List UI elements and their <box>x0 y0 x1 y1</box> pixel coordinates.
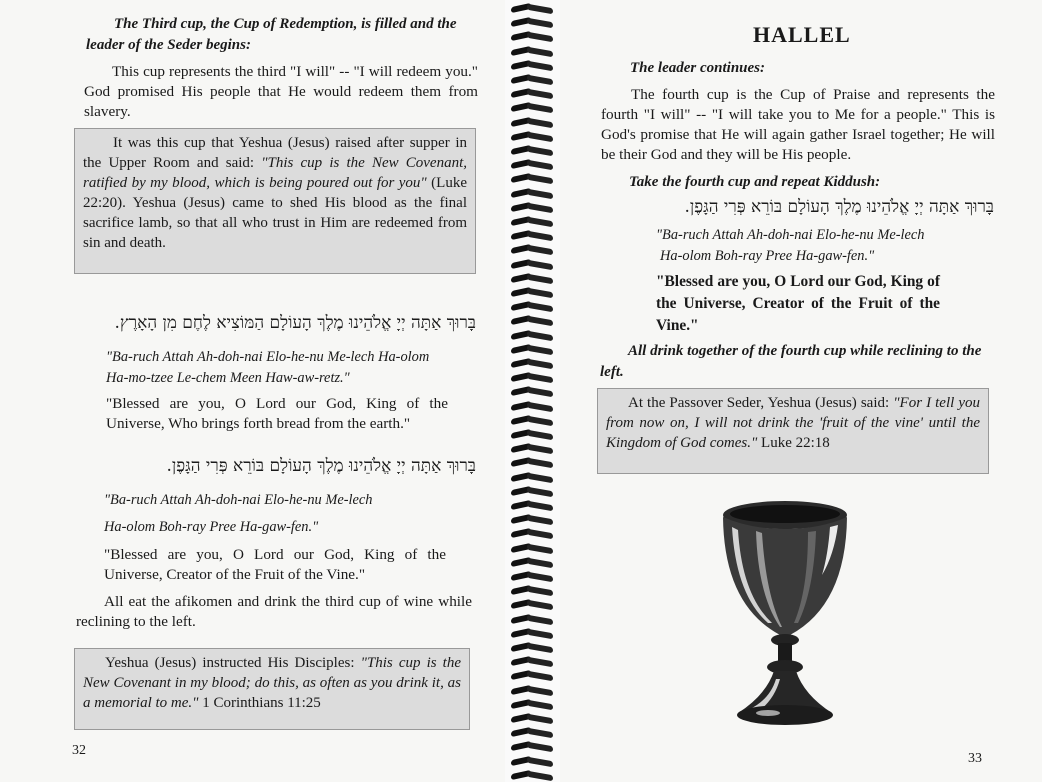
binding-ring <box>511 373 553 382</box>
goblet-icon <box>710 495 860 730</box>
binding-ring <box>511 203 553 212</box>
binding-ring <box>511 231 553 240</box>
binding-ring <box>511 544 553 553</box>
binding-ring <box>511 103 553 112</box>
corinthians-callout <box>74 648 470 730</box>
binding-ring <box>511 189 553 198</box>
binding-ring <box>511 61 553 70</box>
binding-ring <box>511 686 553 695</box>
blessed-bold: "Blessed are you, O Lord our God, King of the Universe, Creator of the Fruit of the Vine." <box>656 273 940 334</box>
binding-ring <box>511 274 553 283</box>
binding-ring <box>511 501 553 510</box>
callout-quote: "For I tell you from now on, I will not drink the 'fruit of the vine' until the Kingdom of God comes." <box>606 395 980 451</box>
translit-wine-line2: Ha-olom Boh-ray Pree Ha-gaw-fen." <box>104 519 319 535</box>
binding-ring <box>511 160 553 169</box>
left-page <box>0 0 505 782</box>
page-number-left: 32 <box>72 743 86 758</box>
binding-ring <box>511 331 553 340</box>
binding-ring <box>511 118 553 127</box>
binding-ring <box>511 75 553 84</box>
binding-ring <box>511 302 553 311</box>
binding-ring <box>511 643 553 652</box>
binding-ring <box>511 345 553 354</box>
binding-ring <box>511 728 553 737</box>
callout-text: At the Passover Seder, Yeshua (Jesus) said: <box>628 395 894 411</box>
passover-callout <box>597 388 989 474</box>
third-cup-heading: The Third cup, the Cup of Redemption, is filled and the leader of the Seder begins: <box>86 16 457 53</box>
binding-ring <box>511 700 553 709</box>
translit-bread-line2: Ha-mo-tzee Le-chem Meen Haw-aw-retz." <box>106 370 350 386</box>
binding-ring <box>511 487 553 496</box>
binding-ring <box>511 629 553 638</box>
leader-continues: The leader continues: <box>630 60 765 76</box>
binding-ring <box>511 529 553 538</box>
callout-reference: (Luke 22:20). Yeshua (Jesus) came to shed His blood as the final sacrifice lamb, so that all who trust in Him are redeemed from sin and death. <box>83 175 467 251</box>
binding-ring <box>511 714 553 723</box>
callout-quote: "This cup is the New Covenant, ratified by my blood, which is being poured out for you" <box>83 155 467 191</box>
all-drink-instruction: All drink together of the fourth cup while reclining to the left. <box>600 343 982 380</box>
hebrew-bread-blessing: בָּרוּךְ אַתָּה יְיָ אֱלֹהֵינוּ מֶלֶךְ הָעוֹלָם הַמּוֹצִיא לֶחֶם מִן הָאָרֶץ. <box>114 313 476 333</box>
spiral-binding <box>505 0 560 782</box>
upper-room-callout <box>74 128 476 274</box>
binding-ring <box>511 615 553 624</box>
binding-ring <box>511 89 553 98</box>
blessed-bread: "Blessed are you, O Lord our God, King of the Universe, Who brings forth bread from the earth." <box>106 395 448 432</box>
translit-right-line2: Ha-olom Boh-ray Pree Ha-gaw-fen." <box>660 248 875 264</box>
binding-ring <box>511 657 553 666</box>
third-cup-description: This cup represents the third "I will" -- "I will redeem you." God promised His people that He would redeem them from slavery. <box>84 63 478 120</box>
binding-ring <box>511 402 553 411</box>
binding-ring <box>511 260 553 269</box>
binding-ring <box>511 742 553 751</box>
right-page <box>560 0 1042 782</box>
afikomen-instruction: All eat the afikomen and drink the third cup of wine while reclining to the left. <box>76 593 472 630</box>
fourth-cup-description: The fourth cup is the Cup of Praise and represents the fourth "I will" -- "I will take you to Me for a people." This is God's promise that He will again gather Israel together; He will be their God and they will be His people. <box>601 86 995 163</box>
binding-ring <box>511 47 553 56</box>
binding-ring <box>511 316 553 325</box>
binding-ring <box>511 18 553 27</box>
callout-reference: Luke 22:18 <box>757 435 830 451</box>
binding-ring <box>511 458 553 467</box>
binding-ring <box>511 473 553 482</box>
binding-ring <box>511 558 553 567</box>
binding-ring <box>511 771 553 780</box>
hebrew-wine-blessing-right: בָּרוּךְ אַתָּה יְיָ אֱלֹהֵינוּ מֶלֶךְ הָעוֹלָם בּוֹרֵא פְּרִי הַגָּפֶן. <box>684 197 994 217</box>
binding-ring <box>511 174 553 183</box>
binding-ring <box>511 572 553 581</box>
hebrew-wine-blessing: בָּרוּךְ אַתָּה יְיָ אֱלֹהֵינוּ מֶלֶךְ הָעוֹלָם בּוֹרֵא פְּרִי הַגָּפֶן. <box>166 456 476 476</box>
translit-bread-line1: "Ba-ruch Attah Ah-doh-nai Elo-he-nu Me-lech Ha-olom <box>106 349 430 365</box>
translit-right-line1: "Ba-ruch Attah Ah-doh-nai Elo-he-nu Me-lech <box>656 227 925 243</box>
binding-ring <box>511 430 553 439</box>
binding-ring <box>511 757 553 766</box>
blessed-wine: "Blessed are you, O Lord our God, King of the Universe, Creator of the Fruit of the Vine." <box>104 546 446 583</box>
binding-ring <box>511 444 553 453</box>
binding-ring <box>511 600 553 609</box>
binding-ring <box>511 387 553 396</box>
binding-ring <box>511 359 553 368</box>
binding-ring <box>511 586 553 595</box>
callout-text: It was this cup that Yeshua (Jesus) raised after supper in the Upper Room and said: <box>83 135 467 171</box>
callout-quote: "This cup is the New Covenant in my blood; do this, as often as you drink it, as a memorial to me." <box>83 655 462 711</box>
binding-ring <box>511 32 553 41</box>
binding-ring <box>511 132 553 141</box>
callout-text: Yeshua (Jesus) instructed His Disciples: <box>105 655 361 671</box>
binding-ring <box>511 146 553 155</box>
page-title: HALLEL <box>753 22 851 47</box>
binding-ring <box>511 288 553 297</box>
translit-wine-line1: "Ba-ruch Attah Ah-doh-nai Elo-he-nu Me-lech <box>104 492 373 508</box>
binding-ring <box>511 416 553 425</box>
binding-ring <box>511 671 553 680</box>
page-number-right: 33 <box>968 751 982 766</box>
binding-ring <box>511 4 553 13</box>
binding-ring <box>511 245 553 254</box>
take-fourth-cup: Take the fourth cup and repeat Kiddush: <box>629 174 881 190</box>
callout-reference: 1 Corinthians 11:25 <box>198 695 321 711</box>
binding-ring <box>511 515 553 524</box>
binding-ring <box>511 217 553 226</box>
